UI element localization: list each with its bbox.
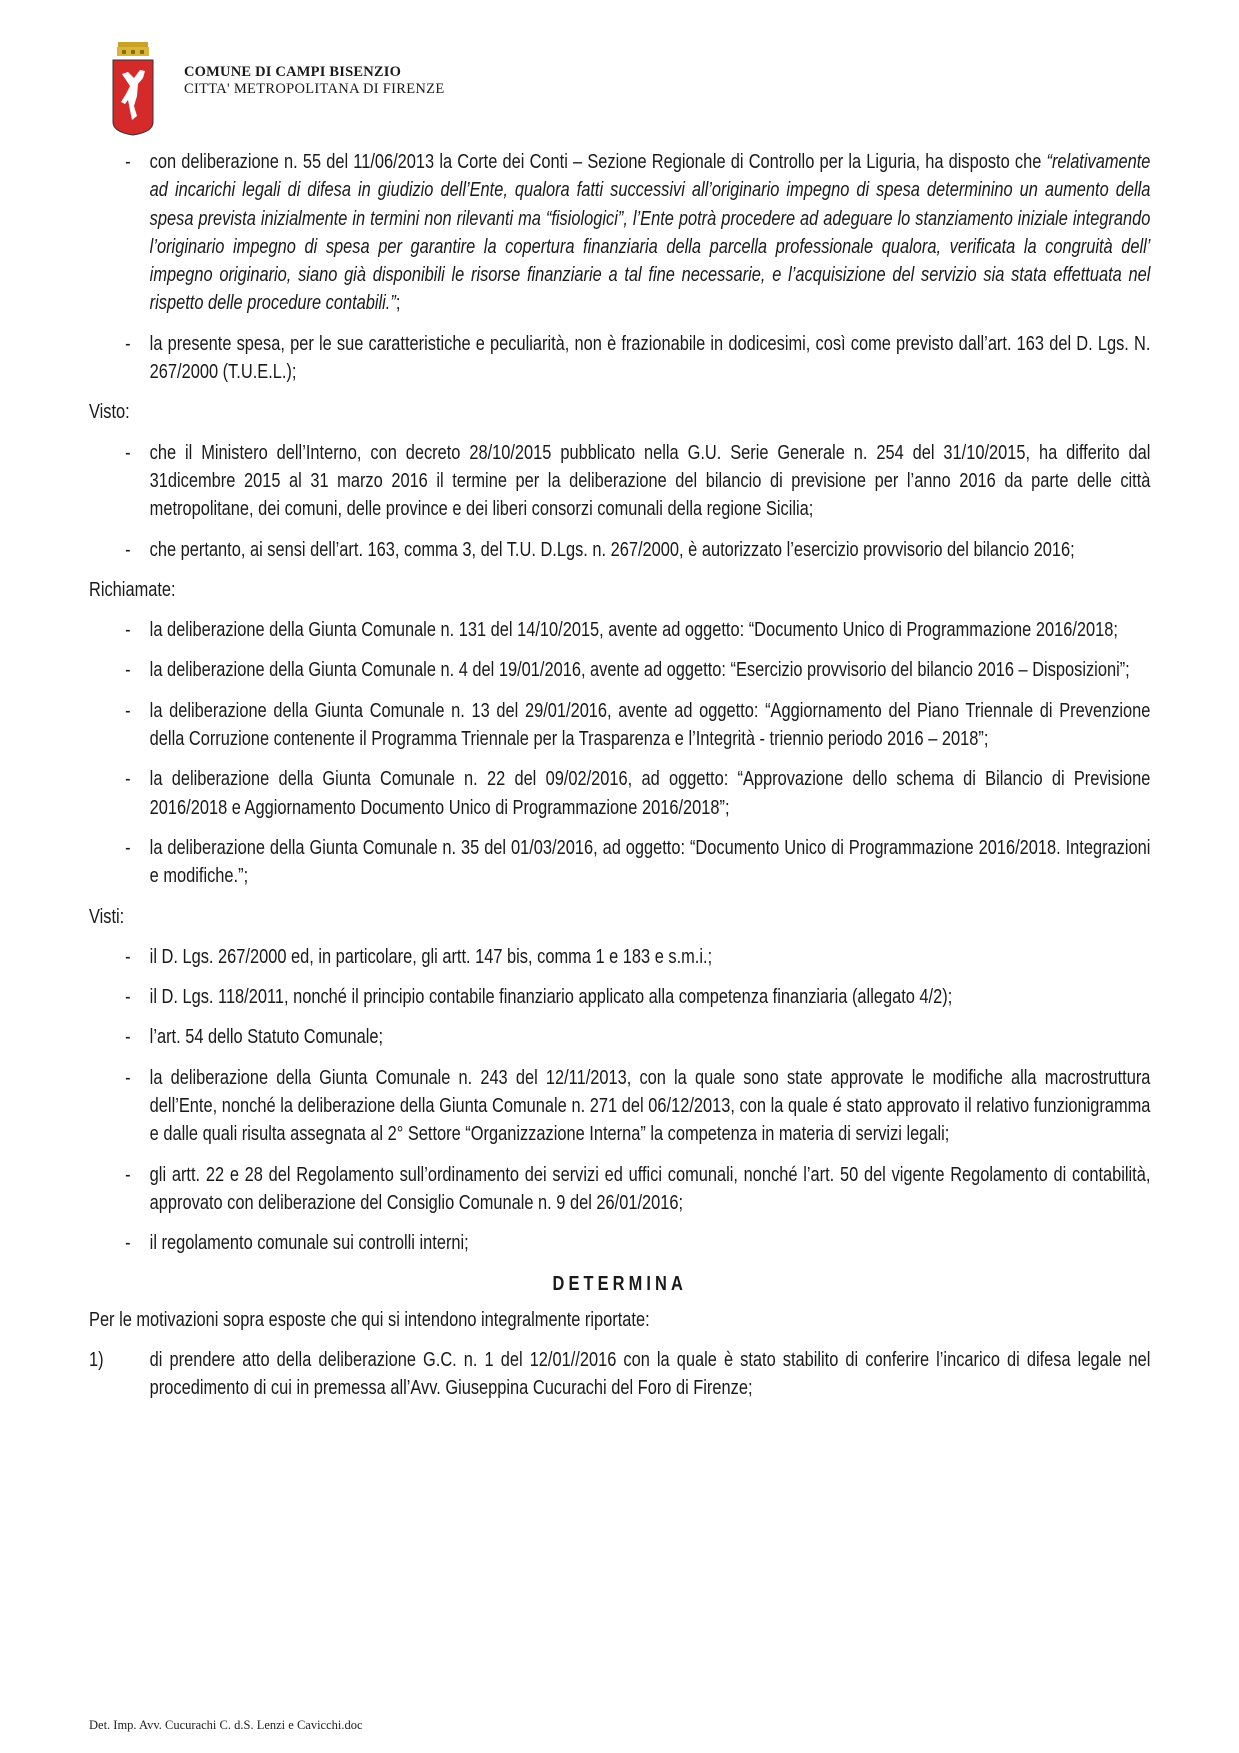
- bullet-dash: -: [125, 538, 131, 561]
- section-heading-visto: Visto:: [89, 401, 130, 424]
- footer-filename: Det. Imp. Avv. Cucurachi C. d.S. Lenzi e Cavicchi.doc: [89, 1718, 363, 1732]
- bullet-dash: -: [125, 699, 131, 722]
- item-text: il D. Lgs. 118/2011, nonché il principio contabile finanziario applicato alla competenza finanziaria (allegato 4/2);: [149, 986, 953, 1009]
- item-number: 1): [89, 1349, 104, 1372]
- list-item: [89, 1064, 1150, 1149]
- determina-intro: Per le motivazioni sopra esposte che qui si intendono integralmente riportate:: [89, 1308, 650, 1331]
- item-text: la deliberazione della Giunta Comunale n. 131 del 14/10/2015, avente ad oggetto: “Documento Unico di Programmazione 2016/2018;: [149, 619, 1118, 642]
- bullet-dash: -: [125, 768, 131, 791]
- item-text: la deliberazione della Giunta Comunale n. 243 del 12/11/2013, con la quale sono state approvate le modifiche alla macrostruttura dell’Ente, nonché la deliberazione della Giunta Comunale n. 271 del 06/12/2013, con la quale é stato approvato il relativo funzionigramma e dalle quali risulta assegnata al 2° Settore “Organizzazione Interna” la competenza in materia di servizi legali;: [149, 1066, 1151, 1146]
- bullet-dash: -: [125, 151, 131, 173]
- item-text: la deliberazione della Giunta Comunale n. 13 del 29/01/2016, avente ad oggetto: “Aggiornamento del Piano Triennale di Prevenzione della Corruzione contenente il Programma Triennale per la Trasparenza e l’Integrità - triennio periodo 2016 – 2018”;: [149, 699, 1151, 751]
- bullet-dash: -: [125, 836, 131, 859]
- bullet-dash: -: [125, 659, 131, 682]
- item-text: di prendere atto della deliberazione G.C. n. 1 del 12/01//2016 con la quale è stato stabilito di conferire l’incarico di difesa legale nel procedimento di cui in premessa all’Avv. Giuseppina Cucurachi del Foro di Firenze;: [149, 1349, 1151, 1400]
- bullet-dash: -: [125, 986, 131, 1009]
- organization-block: [184, 64, 445, 98]
- bullet-dash: -: [125, 1232, 131, 1255]
- list-item: [89, 330, 1150, 387]
- list-item: [89, 1023, 1150, 1051]
- item-text: la deliberazione della Giunta Comunale n. 4 del 19/01/2016, avente ad oggetto: “Esercizio provvisorio del bilancio 2016 – Disposizioni”;: [149, 659, 1130, 682]
- item-text: la presente spesa, per le sue caratteristiche e peculiarità, non è frazionabile in dodicesimi, così come previsto dall’art. 163 del D. Lgs. N. 267/2000 (T.U.E.L.);: [149, 332, 1151, 384]
- coat-of-arms-icon: [112, 40, 154, 136]
- list-item: [89, 943, 1150, 971]
- bullet-dash: -: [125, 1026, 131, 1049]
- organization-name: COMUNE DI CAMPI BISENZIO: [184, 64, 402, 80]
- item-text: la deliberazione della Giunta Comunale n. 35 del 01/03/2016, ad oggetto: “Documento Unico di Programmazione 2016/2018. Integrazioni e modifiche.”;: [149, 836, 1151, 888]
- quoted-text: “relativamente ad incarichi legali di difesa in giudizio dell’Ente, qualora fatti successivi all’originario impegno di spesa determinino un aumento della spesa prevista inizialmente in termini non rilevanti ma “fisiologici”, l’Ente potrà procedere ad adeguare lo stanziamento iniziale integrando l’originario impegno di spesa per garantire la copertura finanziaria della parcella professionale qualora, verificata la congruità dell’ impegno originario, siano già disponibili le risorse finanziarie a tal fine necessarie, e l’acquisizione del servizio sia stata effettuata nel rispetto delle procedure contabili.”: [149, 151, 1151, 315]
- item-text-end: ;: [395, 292, 401, 315]
- item-text: che il Ministero dell’Interno, con decreto 28/10/2015 pubblicato nella G.U. Serie Generale n. 254 del 31/10/2015, ha differito dal 31dicembre 2015 al 31 marzo 2016 il termine per la deliberazione del bilancio di previsione per l’anno 2016 da parte delle città metropolitane, dei comuni, delle province e dei liberi consorzi comunali della regione Sicilia;: [149, 441, 1151, 521]
- list-item: [89, 656, 1150, 684]
- section-heading-richiamate: Richiamate:: [89, 578, 176, 601]
- list-item: [89, 1161, 1150, 1218]
- item-text: che pertanto, ai sensi dell’art. 163, comma 3, del T.U. D.Lgs. n. 267/2000, è autorizzato l’esercizio provvisorio del bilancio 2016;: [149, 538, 1075, 561]
- list-item: [89, 983, 1150, 1011]
- bullet-dash: -: [125, 332, 131, 355]
- list-item: [89, 1229, 1150, 1257]
- numbered-item: [89, 1346, 1150, 1403]
- bullet-dash: -: [125, 945, 131, 968]
- determina-title: DETERMINA: [552, 1272, 687, 1295]
- organization-subtitle: CITTA' METROPOLITANA DI FIRENZE: [184, 81, 445, 97]
- list-item: [89, 834, 1150, 891]
- list-item: [89, 697, 1150, 754]
- list-item: [89, 148, 1150, 318]
- item-text: il regolamento comunale sui controlli interni;: [149, 1232, 469, 1255]
- bullet-dash: -: [125, 619, 131, 642]
- section-heading-visti: Visti:: [89, 905, 125, 928]
- list-item: [89, 536, 1150, 564]
- item-text: la deliberazione della Giunta Comunale n. 22 del 09/02/2016, ad oggetto: “Approvazione dello schema di Bilancio di Previsione 2016/2018 e Aggiornamento Documento Unico di Programmazione 2016/2018”;: [149, 768, 1151, 819]
- bullet-dash: -: [125, 1163, 131, 1186]
- list-item: [89, 439, 1150, 524]
- list-item: [89, 616, 1150, 644]
- bullet-dash: -: [125, 1066, 131, 1089]
- item-text: gli artt. 22 e 28 del Regolamento sull’ordinamento dei servizi ed uffici comunali, nonché l’art. 50 del vigente Regolamento di contabilità, approvato con deliberazione del Consiglio Comunale n. 9 del 26/01/2016;: [149, 1163, 1151, 1214]
- item-text: l’art. 54 dello Statuto Comunale;: [149, 1026, 384, 1049]
- item-text: con deliberazione n. 55 del 11/06/2013 la Corte dei Conti – Sezione Regionale di Controllo per la Liguria, ha disposto che: [149, 151, 1047, 173]
- document-body: [89, 148, 1150, 1415]
- item-text: il D. Lgs. 267/2000 ed, in particolare, gli artt. 147 bis, comma 1 e 183 e s.m.i.;: [149, 945, 713, 968]
- bullet-dash: -: [125, 441, 131, 464]
- list-item: [89, 765, 1150, 822]
